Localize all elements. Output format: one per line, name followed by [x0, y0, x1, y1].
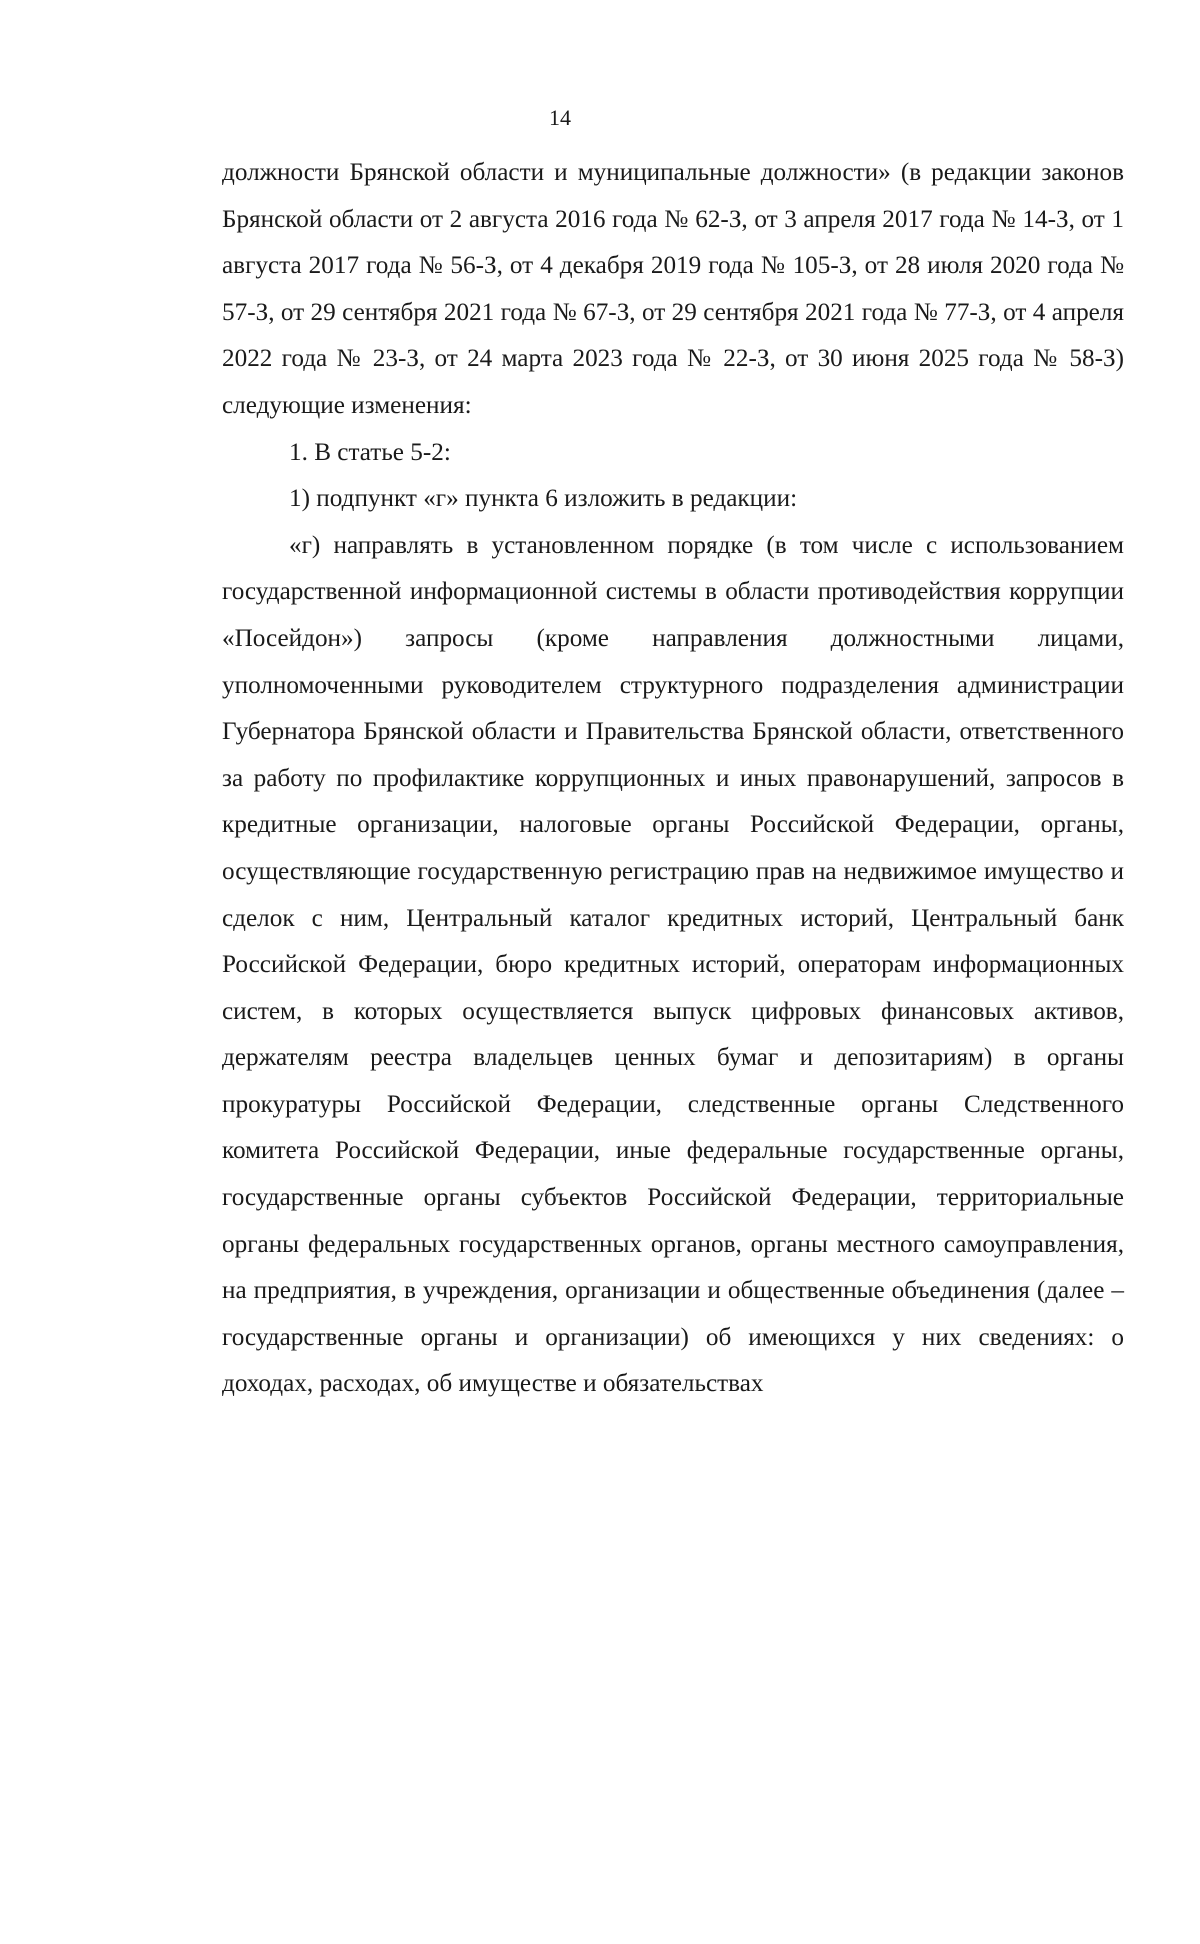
paragraph-article-item: 1. В статье 5-2:: [289, 438, 451, 466]
paragraph-new-wording: «г) направлять в установленном порядке (в том числе с использованием государственной информационной системы в области противодействия коррупции «Посейдон») запросы (кроме направления должностными лицами, уполномоченными руководителем структурного подразделения администрации Губернатора Брянской области и Правительства Брянской области, ответственного за работу по профилактике коррупционных и иных правонарушений, запросов в кредитные организации, налоговые органы Российской Федерации, органы, осуществляющие государственную регистрацию прав на недвижимое имущество и сделок с ним, Центральный каталог кредитных историй, Центральный банк Российской Федерации, бюро кредитных историй, операторам информационных систем, в которых осуществляется выпуск цифровых финансовых активов, держателям реестра владельцев ценных бумаг и депозитариям) в органы прокуратуры Российской Федерации, следственные органы Следственного комитета Российской Федерации, иные федеральные государственные органы, государственные органы субъектов Российской Федерации, территориальные органы федеральных государственных органов, органы местного самоуправления, на предприятия, в учреждения, организации и общественные объединения (далее – государственные органы и организации) об имеющихся у них сведениях: о доходах, расходах, об имуществе и обязательствах: [222, 531, 1124, 1398]
document-body: [222, 150, 1124, 1408]
paragraph-continuation: должности Брянской области и муниципальные должности» (в редакции законов Брянской области от 2 августа 2016 года № 62-З, от 3 апреля 2017 года № 14-З, от 1 августа 2017 года № 56-З, от 4 декабря 2019 года № 105-З, от 28 июля 2020 года № 57-З, от 29 сентября 2021 года № 67-З, от 29 сентября 2021 года № 77-З, от 4 апреля 2022 года № 23-З, от 24 марта 2023 года № 22-З, от 30 июня 2025 года № 58-З) следующие изменения:: [222, 159, 1124, 419]
page-number: 14: [549, 105, 571, 130]
paragraph-subitem: 1) подпункт «г» пункта 6 изложить в редакции:: [289, 485, 798, 513]
